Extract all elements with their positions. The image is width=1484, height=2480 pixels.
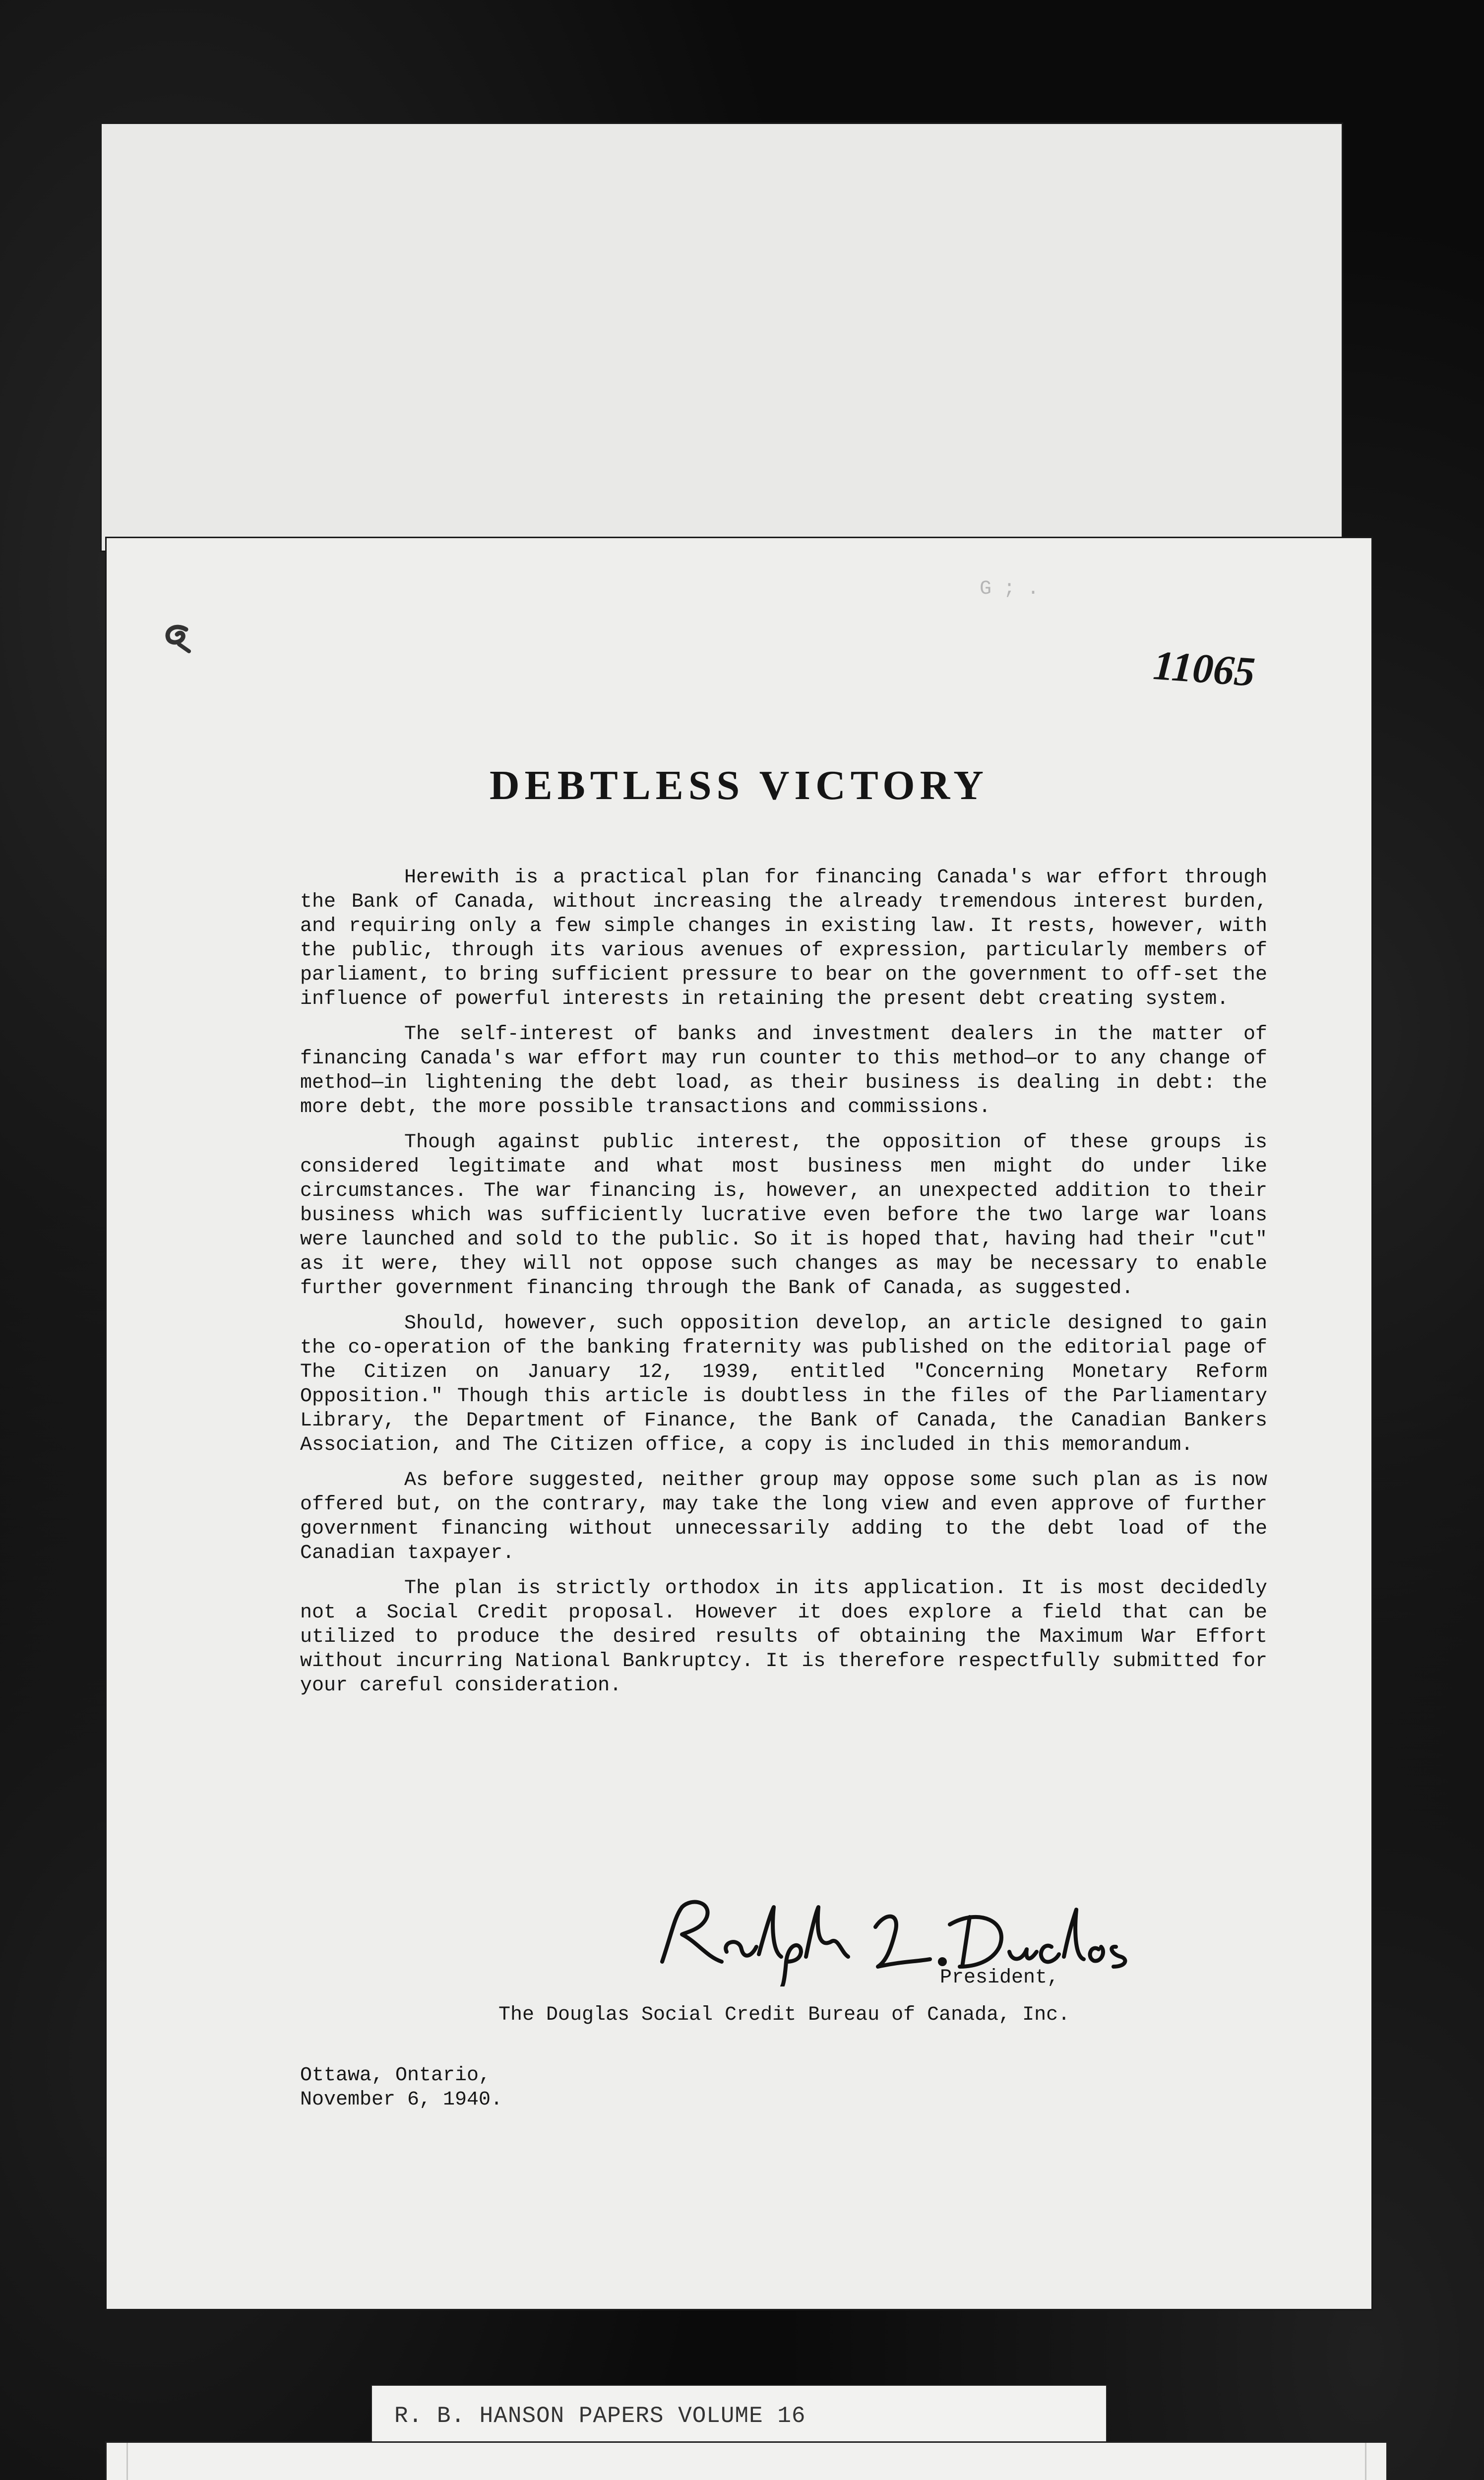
document-page [107,538,1371,2309]
document-body [300,866,1267,1709]
archives-stamp-card [107,2443,1386,2480]
handwritten-signature [652,1887,1138,1986]
paragraph-2: The self-interest of banks and investment dealers in the matter of financing Canada's war effort may run counter to this method—or to any change of method—in lightening the debt load, as their business is dealing in debt: the more debt, the more possible transactions and commissions. [300,1023,1267,1118]
card-edge-right [1365,2443,1366,2480]
back-sheet [102,124,1342,551]
card-edge-left [126,2443,128,2480]
document-title: DEBTLESS VICTORY [490,762,989,808]
paragraph-1: Herewith is a practical plan for financing Canada's war effort through the Bank of Canada, without increasing the already tremendous interest burden, and requiring only a few simple changes in existing law. It rests, however, with the public, through its various avenues of expression, particularly members of parliament, to bring sufficient pressure to bear on the government to off-set the influence of powerful interests in retaining the present debt creating system. [300,867,1267,1010]
signer-title: President, [940,1967,1059,1989]
paragraph-5: As before suggested, neither group may oppose some such plan as is now offered but, on the contrary, may take the long view and even approve of further government financing without unnecessarily adding to the debt load of the Canadian taxpayer. [300,1469,1267,1564]
document-number: 11065 [1151,642,1256,696]
organization-name: The Douglas Social Credit Bureau of Canada, Inc. [498,2004,1070,2026]
collection-label [372,2386,1106,2445]
place: Ottawa, Ontario, [300,2064,491,2087]
paper-clip-mark-icon [161,622,196,657]
faint-mark: G ; . [980,578,1040,600]
paragraph-6: The plan is strictly orthodox in its application. It is most decidedly not a Social Credit proposal. However it does explore a field that can be utilized to produce the desired results of obtaining the Maximum War Effort without incurring National Bankruptcy. It is therefore respectfully submitted for your careful consideration. [300,1577,1267,1697]
date: November 6, 1940. [300,2089,503,2111]
collection-label-text: R. B. HANSON PAPERS VOLUME 16 [394,2403,806,2429]
paragraph-3: Though against public interest, the opposition of these groups is considered legitimate and what most business men might do under like circumstances. The war financing is, however, an unexpected addition to their business which was sufficiently lucrative even before the two large war loans were launched and sold to the public. So it is hoped that, having had their "cut" as it were, they will not oppose such changes as may be necessary to enable further government financing through the Bank of Canada, as suggested. [300,1131,1267,1300]
place-and-date [300,2063,502,2112]
paragraph-4: Should, however, such opposition develop, an article designed to gain the co-operation of the banking fraternity was published on the editorial page of The Citizen on January 12, 1939, entitled "Concerning Monetary Reform Opposition." Though this article is doubtless in the files of the Parliamentary Library, the Department of Finance, the Bank of Canada, the Canadian Bankers Association, and The Citizen office, a copy is included in this memorandum. [300,1312,1267,1456]
